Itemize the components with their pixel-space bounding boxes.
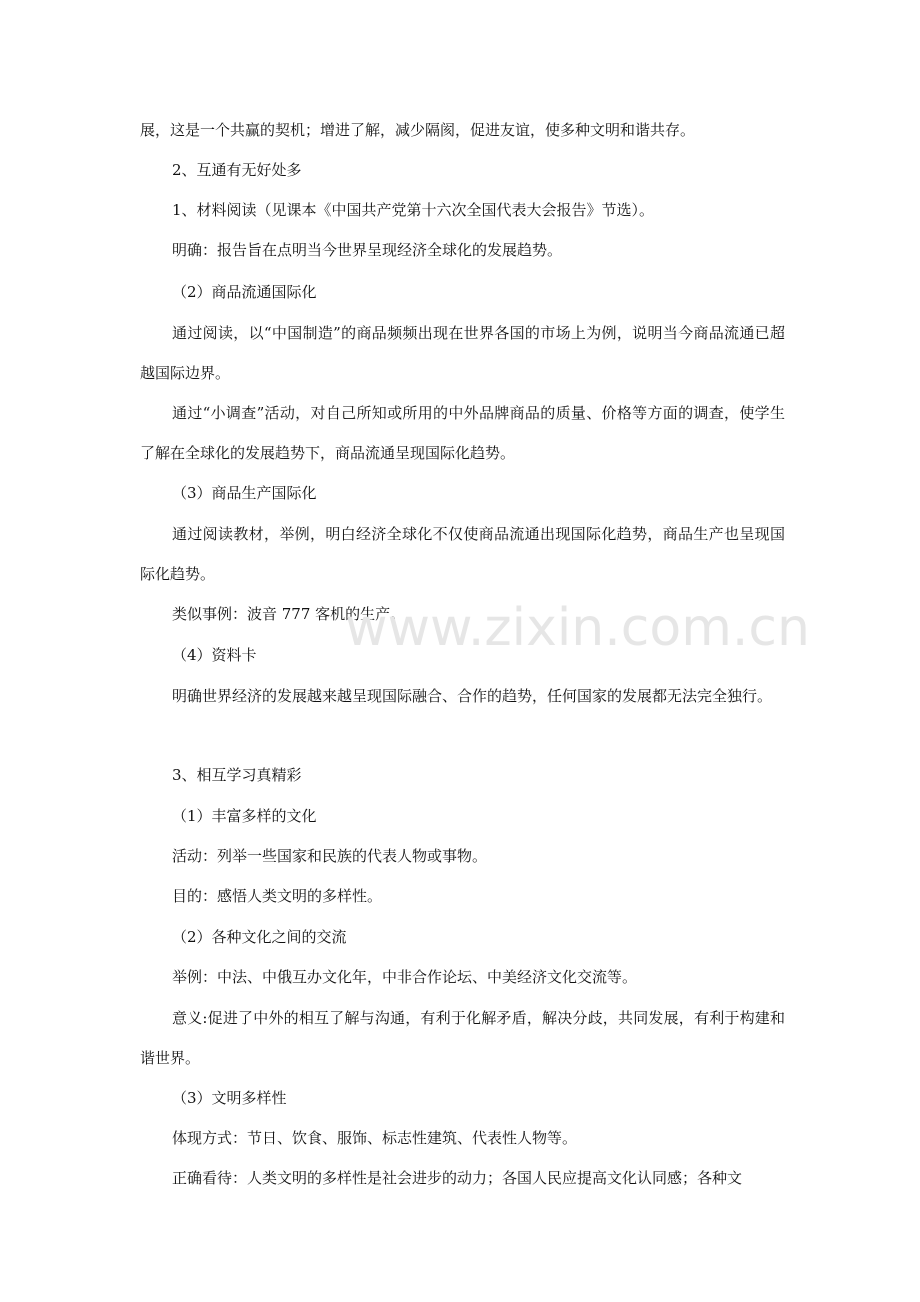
- paragraph-line: 目的：感悟人类文明的多样性。: [172, 887, 383, 905]
- paragraph: 明确世界经济的发展越来越呈现国际融合、合作的趋势，任何国家的发展都无法完全独行。: [172, 687, 773, 705]
- section-heading: 3、相互学习真精彩: [172, 766, 302, 784]
- subsection-heading: （3）商品生产国际化: [172, 484, 317, 502]
- paragraph-line: 展，这是一个共赢的契机；增进了解，减少隔阂，促进友谊，使多种文明和谐共存。: [140, 121, 696, 139]
- subsection-heading: （1）丰富多样的文化: [172, 807, 317, 825]
- paragraph-line: 活动：列举一些国家和民族的代表人物或事物。: [172, 847, 488, 865]
- paragraph-line: 类似事例：波音 777 客机的生产。: [172, 605, 406, 623]
- subsection-heading: （2）商品流通国际化: [172, 283, 317, 301]
- paragraph: 通过阅读，以“中国制造”的商品频频出现在世界各国的市场上为例，说明当今商品流通已超越国际边界。: [140, 324, 785, 382]
- paragraph-line: 举例：中法、中俄互办文化年，中非合作论坛、中美经济文化交流等。: [172, 968, 638, 986]
- watermark: www.zixin.com.cn: [345, 598, 810, 658]
- paragraph-line: 明确：报告旨在点明当今世界呈现经济全球化的发展趋势。: [172, 241, 563, 259]
- paragraph: 通过“小调查”活动，对自己所知或所用的中外品牌商品的质量、价格等方面的调查，使学生了解在全球化的发展趋势下，商品流通呈现国际化趋势。: [140, 404, 785, 462]
- subsection-heading: （2）各种文化之间的交流: [172, 928, 347, 946]
- paragraph-line: 1、材料阅读（见课本《中国共产党第十六次全国代表大会报告》节选）。: [172, 201, 655, 219]
- section-heading: 2、互通有无好处多: [172, 161, 302, 179]
- subsection-heading: （3）文明多样性: [172, 1089, 287, 1107]
- paragraph: 通过阅读教材，举例，明白经济全球化不仅使商品流通出现国际化趋势，商品生产也呈现国际化趋势。: [140, 525, 785, 583]
- subsection-heading: （4）资料卡: [172, 646, 257, 664]
- paragraph-line: 体现方式：节日、饮食、服饰、标志性建筑、代表性人物等。: [172, 1129, 578, 1147]
- paragraph-line: 正确看待：人类文明的多样性是社会进步的动力；各国人民应提高文化认同感；各种文: [172, 1169, 743, 1187]
- paragraph: 意义:促进了中外的相互了解与沟通，有利于化解矛盾，解决分歧，共同发展，有利于构建和谐世界。: [140, 1009, 785, 1067]
